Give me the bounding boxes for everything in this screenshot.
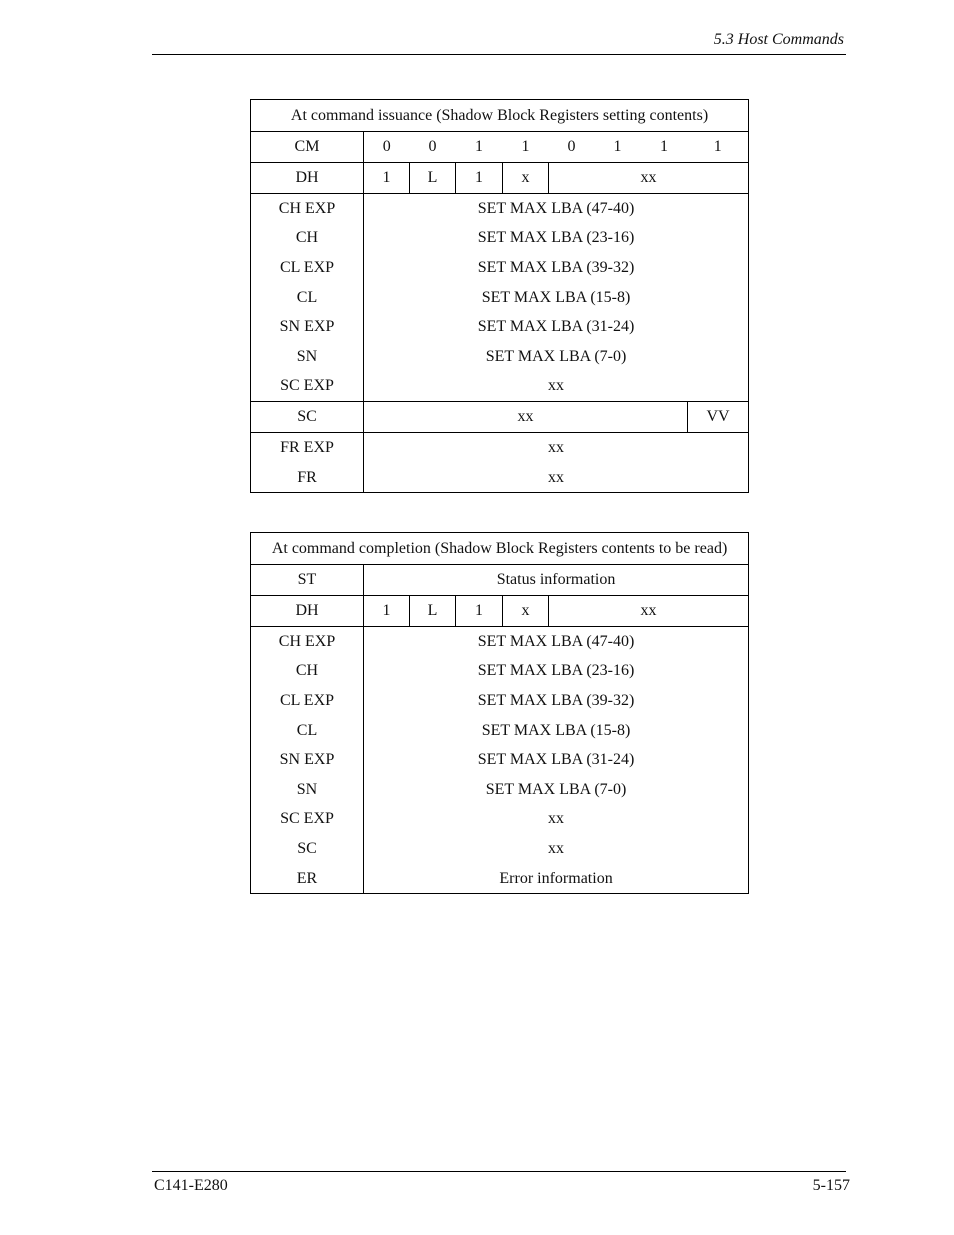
issuance-table — [250, 99, 749, 493]
reg-row — [251, 194, 749, 224]
dh-bit-5: 1 — [456, 596, 503, 627]
dh-rest: xx — [549, 596, 749, 627]
reg-label: ER — [251, 864, 364, 894]
footer-page-number: 5-157 — [812, 1177, 850, 1194]
fr-row — [251, 463, 749, 493]
issuance-title: At command issuance (Shadow Block Registers setting contents) — [251, 100, 749, 132]
reg-row — [251, 627, 749, 657]
reg-value: SET MAX LBA (23-16) — [364, 224, 749, 254]
sc-value: xx — [364, 402, 688, 433]
reg-row — [251, 834, 749, 864]
reg-value: SET MAX LBA (15-8) — [364, 283, 749, 313]
st-label: ST — [251, 565, 364, 596]
reg-row — [251, 745, 749, 775]
reg-value: xx — [364, 805, 749, 835]
reg-value: xx — [364, 372, 749, 402]
reg-label: SN — [251, 342, 364, 372]
reg-label: CH — [251, 224, 364, 254]
reg-value: SET MAX LBA (39-32) — [364, 686, 749, 716]
fr-row — [251, 433, 749, 463]
st-value: Status information — [364, 565, 749, 596]
sc-row — [251, 402, 749, 433]
reg-label: FR EXP — [251, 433, 364, 463]
running-header: 5.3 Host Commands — [713, 31, 844, 48]
reg-value: SET MAX LBA (15-8) — [364, 716, 749, 746]
sc-label: SC — [251, 402, 364, 433]
dh-bit-7: 1 — [364, 596, 410, 627]
reg-label: SC EXP — [251, 805, 364, 835]
reg-value: xx — [364, 463, 749, 493]
cm-row — [251, 132, 749, 163]
footer-rule — [152, 1171, 846, 1172]
sc-vv: VV — [688, 402, 749, 433]
completion-table — [250, 532, 749, 894]
reg-value: SET MAX LBA (47-40) — [364, 194, 749, 224]
dh-bit-7: 1 — [364, 163, 410, 194]
reg-label: CL — [251, 283, 364, 313]
reg-row — [251, 372, 749, 402]
reg-row — [251, 716, 749, 746]
reg-value: xx — [364, 834, 749, 864]
cm-label: CM — [251, 132, 364, 163]
dh-label: DH — [251, 163, 364, 194]
cm-bit-4: 1 — [503, 132, 549, 163]
reg-value: SET MAX LBA (23-16) — [364, 657, 749, 687]
cm-bit-2: 1 — [595, 132, 641, 163]
dh-row — [251, 163, 749, 194]
dh-bit-4: x — [503, 163, 549, 194]
dh-rest: xx — [549, 163, 749, 194]
reg-label: CL EXP — [251, 686, 364, 716]
cm-bit-5: 1 — [456, 132, 503, 163]
reg-value: SET MAX LBA (31-24) — [364, 745, 749, 775]
reg-label: SN — [251, 775, 364, 805]
reg-value: SET MAX LBA (47-40) — [364, 627, 749, 657]
header-rule — [152, 54, 846, 55]
dh-bit-6: L — [410, 596, 456, 627]
reg-row — [251, 775, 749, 805]
reg-label: SC EXP — [251, 372, 364, 402]
reg-value: SET MAX LBA (7-0) — [364, 775, 749, 805]
cm-bit-0: 1 — [688, 132, 749, 163]
reg-row — [251, 342, 749, 372]
reg-row — [251, 283, 749, 313]
reg-label: CH EXP — [251, 627, 364, 657]
footer-doc-id: C141-E280 — [154, 1177, 228, 1194]
reg-row — [251, 253, 749, 283]
reg-row — [251, 312, 749, 342]
reg-row — [251, 864, 749, 894]
reg-value: xx — [364, 433, 749, 463]
cm-bit-6: 0 — [410, 132, 456, 163]
reg-row — [251, 805, 749, 835]
dh-bit-6: L — [410, 163, 456, 194]
reg-label: FR — [251, 463, 364, 493]
reg-label: SN EXP — [251, 745, 364, 775]
reg-label: CL EXP — [251, 253, 364, 283]
reg-label: CL — [251, 716, 364, 746]
reg-row — [251, 224, 749, 254]
dh-bit-4: x — [503, 596, 549, 627]
reg-value: SET MAX LBA (7-0) — [364, 342, 749, 372]
reg-value: SET MAX LBA (39-32) — [364, 253, 749, 283]
completion-title: At command completion (Shadow Block Registers contents to be read) — [251, 533, 749, 565]
dh-row — [251, 596, 749, 627]
cm-bit-3: 0 — [549, 132, 595, 163]
reg-label: SC — [251, 834, 364, 864]
st-row — [251, 565, 749, 596]
reg-row — [251, 686, 749, 716]
dh-label: DH — [251, 596, 364, 627]
cm-bit-1: 1 — [641, 132, 688, 163]
reg-row — [251, 657, 749, 687]
reg-label: CH EXP — [251, 194, 364, 224]
reg-label: SN EXP — [251, 312, 364, 342]
reg-label: CH — [251, 657, 364, 687]
dh-bit-5: 1 — [456, 163, 503, 194]
cm-bit-7: 0 — [364, 132, 410, 163]
reg-value: SET MAX LBA (31-24) — [364, 312, 749, 342]
reg-value: Error information — [364, 864, 749, 894]
